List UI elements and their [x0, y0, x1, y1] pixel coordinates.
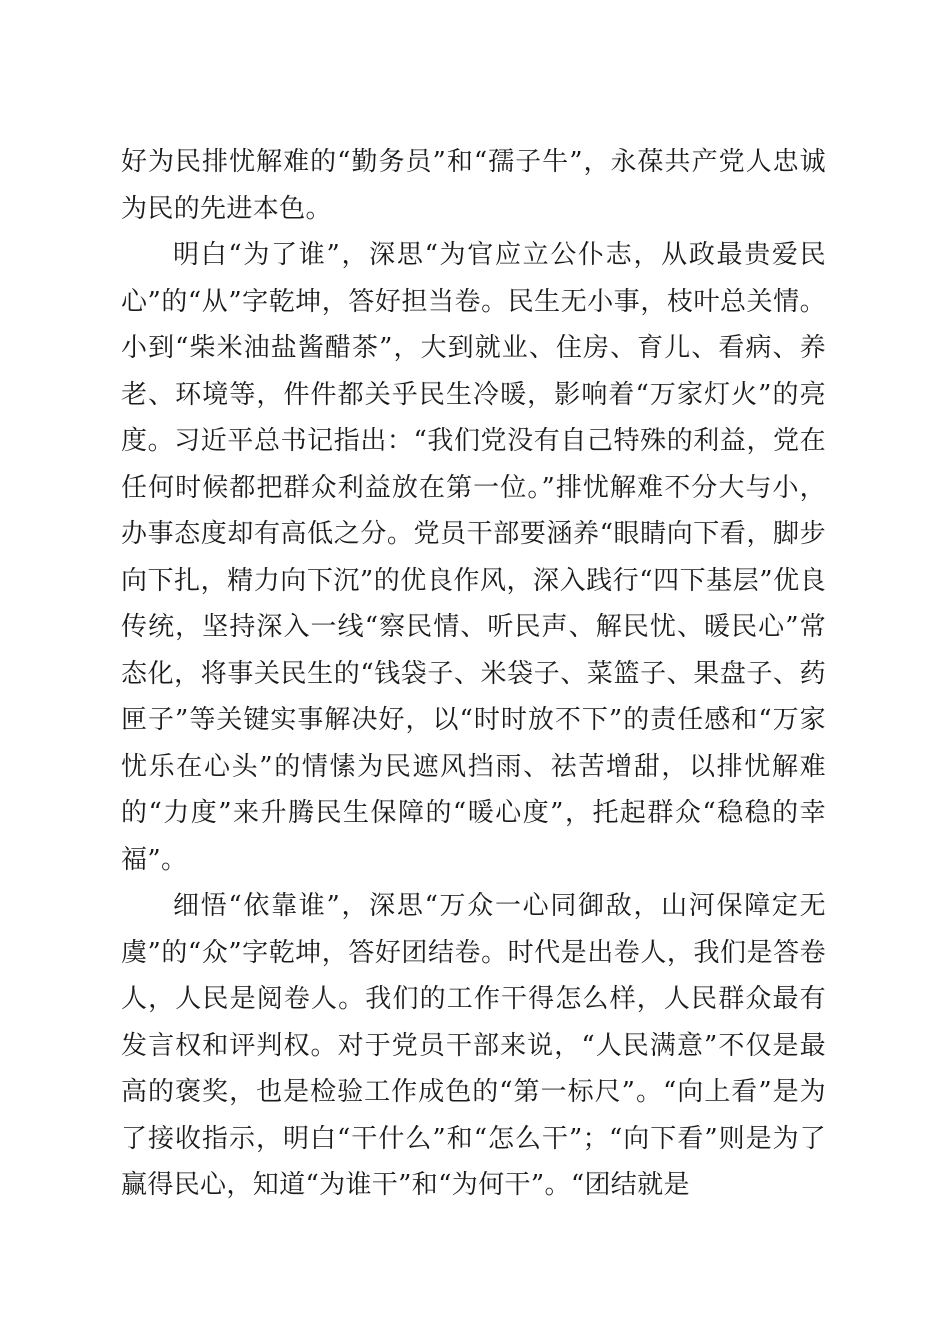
paragraph-continuation: 好为民排忧解难的“勤务员”和“孺子牛”，永葆共产党人忠诚为民的先进本色。 — [121, 147, 826, 224]
paragraph-wei-le-shui: 明白“为了谁”，深思“为官应立公仆志，从政最贵爱民心”的“从”字乾坤，答好担当卷。民生无小事，枝叶总关情。小到“柴米油盐酱醋茶”，大到就业、住房、育儿、看病、养老、环境等，件件都关乎民生冷暖，影响着“万家灯火”的亮度。习近平总书记指出：“我们党没有自己特殊的利益，党在任何时候都把群众利益放在第一位。”排忧解难不分大与小，办事态度却有高低之分。党员干部要涵养“眼睛向下看，脚步向下扎，精力向下沉”的优良作风，深入践行“四下基层”优良传统，坚持深入一线“察民情、听民声、解民忧、暖民心”常态化，将事关民生的“钱袋子、米袋子、菜篮子、果盘子、药匣子”等关键实事解决好，以“时时放不下”的责任感和“万家忧乐在心头”的情愫为民遮风挡雨、祛苦增甜，以排忧解难的“力度”来升腾民生保障的“暖心度”，托起群众“稳稳的幸福”。 — [121, 240, 826, 875]
paragraph-yi-kao-shui: 细悟“依靠谁”，深思“万众一心同御敌，山河保障定无虞”的“众”字乾坤，答好团结卷。时代是出卷人，我们是答卷人，人民是阅卷人。我们的工作干得怎么样，人民群众最有发言权和评判权。对于党员干部来说，“人民满意”不仅是最高的褒奖，也是检验工作成色的“第一标尺”。“向上看”是为了接收指示，明白“干什么”和“怎么干”；“向下看”则是为了赢得民心，知道“为谁干”和“为何干”。“团结就是 — [121, 891, 826, 1200]
document-body — [121, 139, 826, 1209]
